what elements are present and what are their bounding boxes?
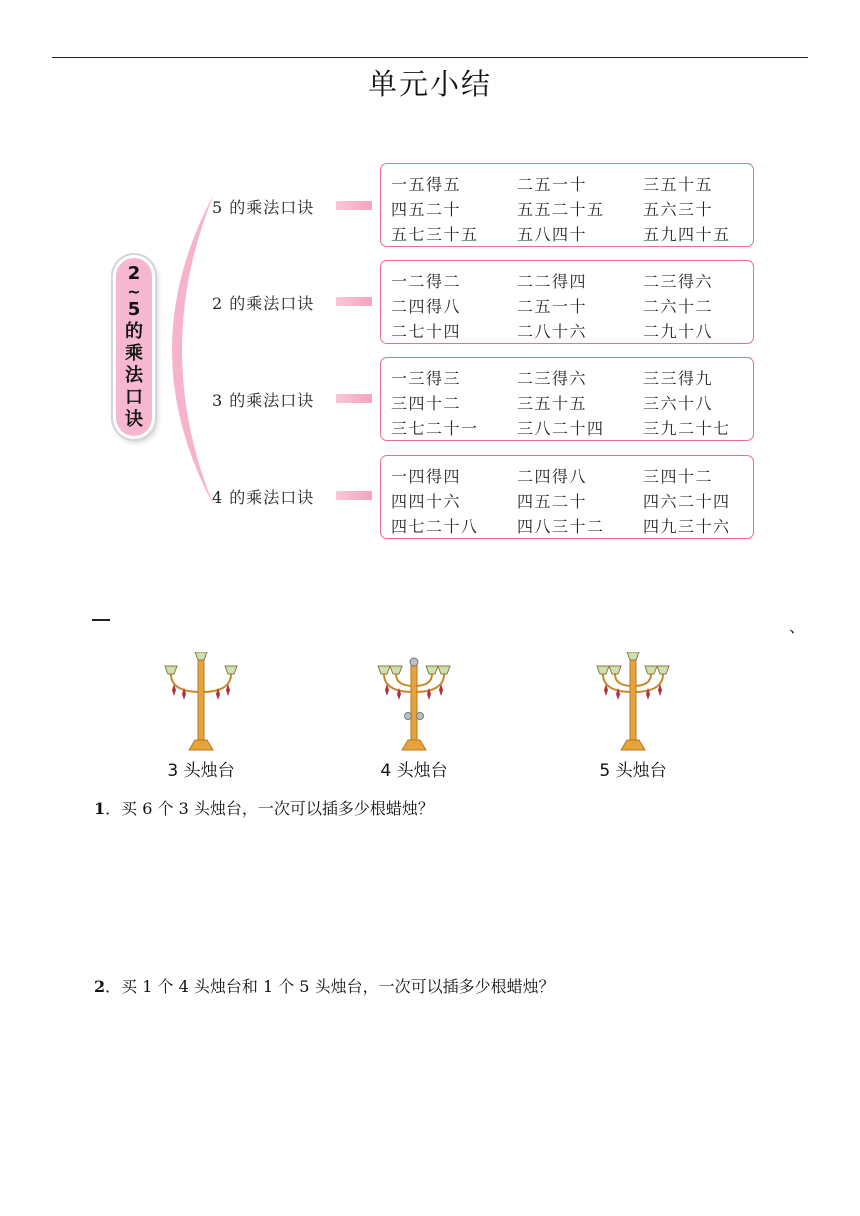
rule-label-4: 4 的乘法口诀 (212, 488, 315, 507)
connector-2 (336, 297, 372, 306)
rule-cell: 五五二十五 (517, 200, 605, 219)
rule-cell: 二四得八 (517, 467, 588, 486)
rule-cell: 五八四十 (517, 225, 588, 244)
rule-cell: 三三得九 (643, 369, 714, 388)
rule-cell: 一四得四 (391, 467, 462, 486)
rule-label-3: 3 的乘法口诀 (212, 391, 315, 410)
center-label (116, 258, 152, 436)
rule-cell: 一三得三 (391, 369, 462, 388)
rule-cell: 三五十五 (643, 175, 714, 194)
rule-box-2 (380, 260, 754, 344)
rule-cell: 三五十五 (517, 394, 588, 413)
rule-label-5: 5 的乘法口诀 (212, 198, 315, 217)
rule-cell: 二二得四 (517, 272, 588, 291)
candelabra-3 (146, 652, 256, 781)
section-comma: 、 (789, 617, 806, 636)
rule-cell: 二七十四 (391, 322, 462, 341)
candelabra-4-icon (374, 652, 454, 752)
question-1 (94, 796, 434, 819)
rule-cell: 五九四十五 (643, 225, 731, 244)
center-label-char: 2 (127, 263, 141, 284)
rule-cell: 四五二十 (517, 492, 588, 511)
rule-cell: 一二得二 (391, 272, 462, 291)
rule-cell: 二四得八 (391, 297, 462, 316)
question-text: 买 1 个 4 头烛台和 1 个 5 头烛台，一次可以插多少根蜡烛？ (121, 977, 555, 996)
connector-3 (336, 394, 372, 403)
rule-cell: 三九二十七 (643, 419, 731, 438)
question-number: 1 (94, 799, 106, 818)
rule-cell: 三七二十一 (391, 419, 479, 438)
rule-cell: 三四十二 (643, 467, 714, 486)
rule-box-5 (380, 163, 754, 247)
rule-cell: 二五一十 (517, 175, 588, 194)
rule-cell: 二三得六 (643, 272, 714, 291)
question-dot: ． (105, 799, 122, 818)
question-dot: ． (105, 977, 122, 996)
rule-label-2: 2 的乘法口诀 (212, 294, 315, 313)
rule-cell: 四八三十二 (517, 517, 605, 536)
rule-cell: 四四十六 (391, 492, 462, 511)
question-text: 买 6 个 3 头烛台，一次可以插多少根蜡烛？ (121, 799, 434, 818)
center-label-char: 5 (127, 299, 141, 320)
connector-5 (336, 201, 372, 210)
rule-cell: 一五得五 (391, 175, 462, 194)
center-label-char: 诀 (125, 409, 143, 430)
rule-cell: 二五一十 (517, 297, 588, 316)
rule-box-3 (380, 357, 754, 441)
rule-cell: 四五二十 (391, 200, 462, 219)
rule-cell: 二八十六 (517, 322, 588, 341)
center-label-char: 乘 (125, 343, 143, 364)
rule-cell: 三四十二 (391, 394, 462, 413)
rule-cell: 二三得六 (517, 369, 588, 388)
candelabra-caption: 5 头烛台 (599, 761, 667, 781)
rule-cell: 四七二十八 (391, 517, 479, 536)
candelabra-5 (578, 652, 688, 781)
rule-cell: 三六十八 (643, 394, 714, 413)
rule-cell: 五六三十 (643, 200, 714, 219)
rule-cell: 四六二十四 (643, 492, 731, 511)
section-dash (92, 619, 110, 621)
rule-cell: 五七三十五 (391, 225, 479, 244)
rule-cell: 二六十二 (643, 297, 714, 316)
rule-cell: 四九三十六 (643, 517, 731, 536)
center-label-char: 法 (125, 365, 143, 386)
center-label-char: ~ (127, 282, 141, 301)
rule-cell: 三八二十四 (517, 419, 605, 438)
center-label-char: 口 (125, 387, 143, 408)
question-2 (94, 974, 555, 997)
rule-box-4 (380, 455, 754, 539)
candelabra-caption: 4 头烛台 (380, 761, 448, 781)
connector-4 (336, 491, 372, 500)
candelabra-caption: 3 头烛台 (167, 761, 235, 781)
question-number: 2 (94, 977, 106, 996)
candelabra-4 (359, 652, 469, 781)
rule-cell: 二九十八 (643, 322, 714, 341)
candelabra-5-icon (593, 652, 673, 752)
center-label-char: 的 (125, 321, 143, 342)
page-title: 单元小结 (367, 67, 492, 101)
candelabra-3-icon (161, 652, 241, 752)
